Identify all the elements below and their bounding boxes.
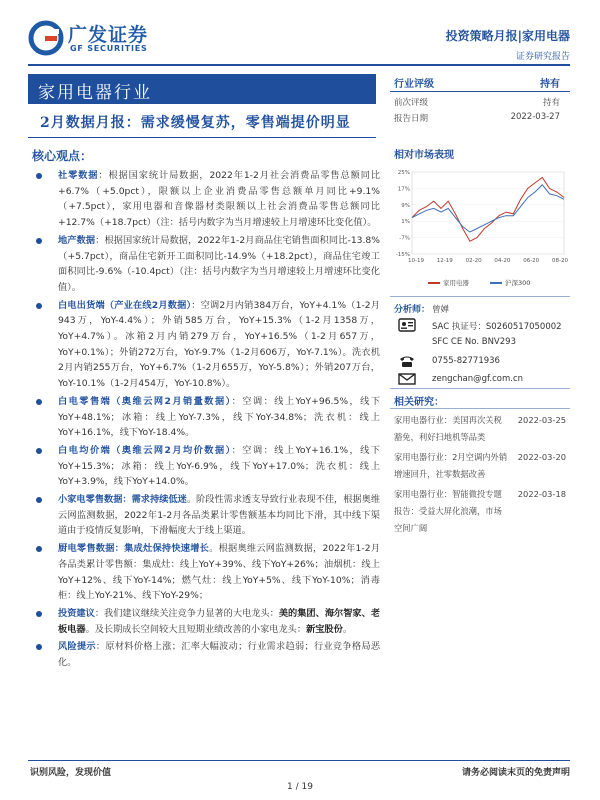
legend-item-hs300 <box>490 278 530 287</box>
logo-text-en: GF SECURITIES <box>70 44 148 53</box>
page-header <box>0 0 600 70</box>
bullet-text: ：我们建议继续关注竞争力显著的大电龙头： <box>94 607 279 619</box>
bullet-dot-icon <box>36 238 42 244</box>
bullet-heading: 小家电零售数据：需求持续低迷 <box>58 494 187 506</box>
bullet-heading: 厨电零售数据：集成灶保持快速增长 <box>58 543 210 555</box>
core-views-list <box>28 168 380 673</box>
bullet-text: ：原材料价格上涨；汇率大幅波动；行业需求趋弱；行业竞争格局恶化。 <box>58 641 381 669</box>
bullet-kitchen <box>28 541 380 604</box>
phone-icon <box>398 354 416 368</box>
bullet-dot-icon <box>36 497 42 503</box>
bullet-property <box>28 233 380 296</box>
analyst-sac-number: SAC 执证号：S0260517050002 <box>432 322 562 332</box>
report-date-row <box>394 112 566 126</box>
bullet-text: ：根据国家统计局数据，2022年1-2月商品住宅销售面积同比-13.8%（+5.7pct），商品住宅新开工面积同比-14.9%（+18.2pct），商品住宅竣工面积同比-9.6%（-10.4pct）（注：括号内数字为当月增速较上月增速环比变化值）。 <box>58 234 380 293</box>
bullet-heading: 白电均价端（奥维云网2月均价数据） <box>58 444 232 456</box>
analyst-phone[interactable]: 0755-82771936 <box>432 356 500 366</box>
report-date-label: 报告日期 <box>394 114 429 124</box>
analyst-divider <box>390 296 570 297</box>
related-item-title[interactable]: 家用电器行业：智能微投专题报告：受益大屏化浪潮，市场空间广阔 <box>394 489 502 533</box>
footer-divider <box>28 760 570 761</box>
relative-performance-chart <box>390 166 570 276</box>
document-type: 投资策略月报|家用电器 <box>445 29 570 43</box>
industry-banner <box>28 74 376 104</box>
series-line-hs300 <box>412 185 564 232</box>
related-item-title[interactable]: 家用电器行业：2月空调内外销增速回升，社零数据改善 <box>394 452 508 479</box>
rating-value: 持有 <box>540 79 560 90</box>
previous-rating-value: 持有 <box>542 98 560 108</box>
bullet-emphasis: 美的集团、海尔智家、老板电器 <box>58 607 381 635</box>
chart-x-tick-label: 06-20 <box>523 258 540 264</box>
bullet-dot-icon <box>36 644 42 650</box>
analyst-sfc-ce-number: SFC CE No. BNV293 <box>432 337 516 347</box>
bullet-heading: 白电出货端（产业在线2月数据） <box>58 299 192 311</box>
chart-y-tick-label: 25% <box>397 170 410 176</box>
chart-y-tick-label: -15% <box>395 252 410 258</box>
legend-swatch-icon <box>428 282 440 284</box>
bullet-small-appliances <box>28 492 380 539</box>
legend-label: 家用电器 <box>443 279 469 287</box>
bullet-average-price <box>28 443 380 490</box>
report-date-value: 2022-03-27 <box>510 112 560 122</box>
title-divider <box>28 137 376 138</box>
previous-rating-row <box>394 96 566 110</box>
related-divider <box>390 408 570 409</box>
chart-y-tick-label: 17% <box>397 186 410 193</box>
legend-item-home-appliance <box>428 278 469 287</box>
bullet-heading: 投资建议 <box>58 607 95 619</box>
logo-text-cn: 广发证券 <box>68 24 149 46</box>
bullet-text: ：空调2月内销384万台，YoY+4.1%（1-2月943万，YoY-4.4%）；外销585万台，YoY+15.3%（1-2月1358万，YoY+4.7%）。冰箱2月内销279万台，YoY+16.5%（1-2月657万，YoY+0.1%）；外销272万台，YoY-9.7%（1-2月606万，YoY-7.1%）。洗衣机2月内销255万台，YoY+6.7%（1-2月655万，YoY-5.8%）；外销207万台，YoY-10.1%（1-2月454万，YoY-10.8%）。 <box>58 299 380 390</box>
related-item-date: 2022-03-25 <box>517 415 566 425</box>
report-title: 2月数据月报：需求缓慢复苏，零售端提价明显 <box>40 115 351 131</box>
related-divider-top <box>390 388 570 389</box>
bullet-heading: 风险提示 <box>58 641 96 653</box>
chart-y-tick-label: 9% <box>401 202 410 209</box>
document-subtitle: 证券研究报告 <box>515 52 570 62</box>
email-icon <box>398 372 416 386</box>
market-performance-title: 相对市场表现 <box>394 150 454 161</box>
chart-x-tick-label: 08-20 <box>552 258 568 264</box>
bullet-retail <box>28 168 380 231</box>
bullet-heading: 社零数据 <box>58 170 99 181</box>
related-item-title[interactable]: 家用电器行业：美国再次关税豁免，利好扫地机等品类 <box>394 415 502 442</box>
bullet-text: 。阶段性需求透支导致行业表现不佳，根据奥维云网监测数据，2022年1-2月各品类累计零售额基本均同比下滑，其中线下渠道由于疫情反复影响，下滑幅度大于线上渠道。 <box>58 494 381 537</box>
chart-x-tick-label: 12-19 <box>436 258 453 264</box>
header-divider <box>28 64 570 66</box>
bullet-dot-icon <box>36 303 42 309</box>
bullet-dot-icon <box>36 399 42 405</box>
related-item-date: 2022-03-20 <box>517 452 566 462</box>
analyst-email[interactable]: zengchan@gf.com.cn <box>432 374 524 384</box>
logo-mark-icon <box>28 20 64 56</box>
chart-plot-frame <box>412 172 564 254</box>
analyst-phone-row <box>394 354 566 370</box>
bullet-dot-icon <box>36 448 42 454</box>
rating-divider <box>390 91 570 92</box>
chart-legend <box>390 278 570 290</box>
chart-y-tick-label: -7% <box>399 235 410 242</box>
previous-rating-label: 前次评级 <box>394 98 429 108</box>
related-research-title: 相关研究： <box>394 397 444 408</box>
related-item-date: 2022-03-18 <box>517 489 566 499</box>
bullet-heading: 白电零售端（奥维云网2月销量数据） <box>58 395 232 407</box>
legend-swatch-icon <box>490 282 502 284</box>
bullet-dot-icon <box>36 546 42 552</box>
bullet-investment <box>28 606 380 637</box>
chart-x-tick-label: 10-19 <box>408 258 424 264</box>
footer-slogan: 识别风险，发现价值 <box>30 768 112 778</box>
bullet-dot-icon <box>36 611 42 617</box>
analyst-label: 分析师： <box>394 305 431 315</box>
chart-x-tick-label: 04-20 <box>494 258 511 264</box>
bullet-retail-sales <box>28 394 380 441</box>
rating-label: 行业评级 <box>394 79 434 90</box>
core-views-heading: 核心观点： <box>32 149 93 163</box>
bullet-text: 。及长期成长空间较大且短期业绩改善的小家电龙头： <box>85 623 307 635</box>
chart-x-tick-label: 02-20 <box>465 258 482 264</box>
footer-disclaimer-note: 请务必阅读末页的免责声明 <box>461 768 570 778</box>
analyst-cert-row <box>394 318 566 334</box>
bullet-text: 。根据奥维云网监测数据，2022年1-2月各品类累计零售额：集成灶：线上YoY+39%、线下YoY+26%；油烟机：线上YoY+12%、线下YoY-14%；燃气灶：线上YoY+5%、线下YoY-10%；消毒柜：线上YoY-21%、线下YoY-29%； <box>58 543 381 602</box>
industry-title: 家用电器行业 <box>38 83 152 103</box>
page-number: 1 / 19 <box>287 782 313 792</box>
bullet-text: 。 <box>342 623 352 635</box>
legend-label: 沪深300 <box>505 279 531 287</box>
bullet-text: ：根据国家统计局数据，2022年1-2月社会消费品零售总额同比+6.7%（+5.0pct），限额以上企业消费品零售总额单月同比+9.1%（+7.5pct），家用电器和音像器材类限额以上社会消费品零售总额同比+12.7%（+18.7pct）（注：括号内数字为当月增速较上月增速环比变化值）。 <box>58 170 381 229</box>
bullet-shipments <box>28 298 380 392</box>
analyst-name: 曾婵 <box>432 305 450 315</box>
rating-header <box>390 74 570 90</box>
bullet-emphasis: 新宝股份 <box>306 623 343 635</box>
bullet-risk <box>28 639 380 670</box>
bullet-heading: 地产数据 <box>58 234 96 246</box>
bullet-dot-icon <box>36 173 42 179</box>
chart-y-tick-label: 1% <box>401 219 410 226</box>
bullet-text: ：空调：线上YoY+96.5%，线下YoY+48.1%；冰箱：线上YoY-7.3%，线下YoY-34.8%；洗衣机：线上YoY+16.1%，线下YoY-18.4%。 <box>58 395 380 439</box>
analyst-ce-row <box>394 335 566 351</box>
analyst-email-row <box>394 372 566 388</box>
id-card-icon <box>398 318 416 332</box>
company-logo <box>28 18 168 58</box>
bullet-text: ：空调：线上YoY+16.1%，线下YoY+15.3%；冰箱：线上YoY-6.9%，线下YoY+17.0%；洗衣机：线上YoY+3.9%，线下YoY+14.0%。 <box>58 444 380 488</box>
